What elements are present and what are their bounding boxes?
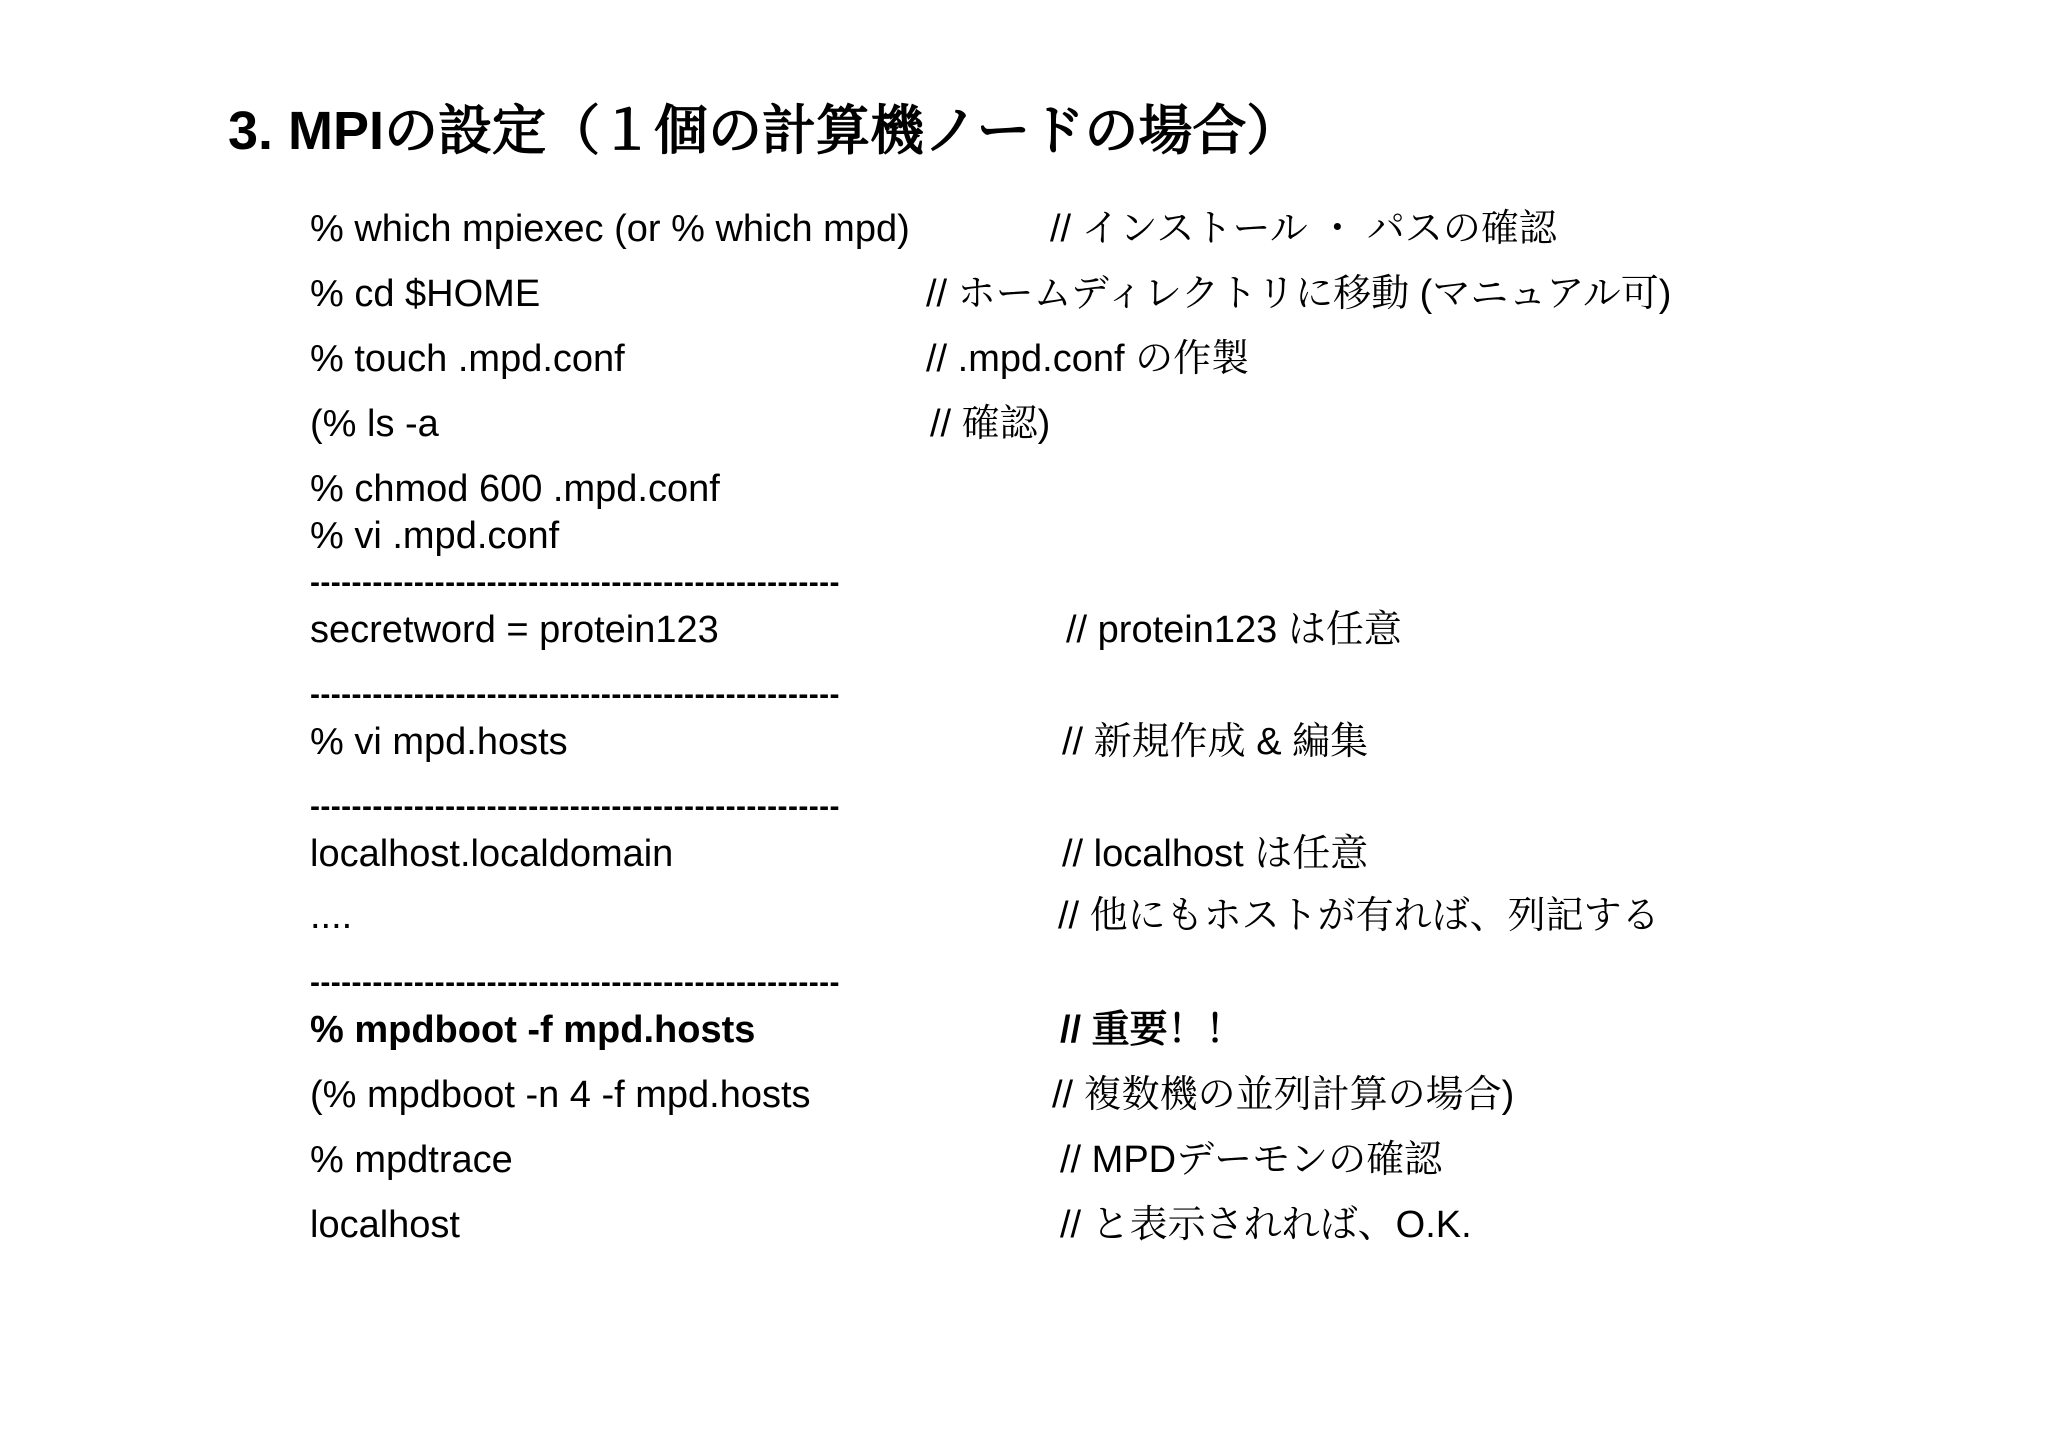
command-mpdboot: % mpdboot -f mpd.hosts xyxy=(310,1009,756,1051)
comment-multi-machine: // 複数機の並列計算の場合) xyxy=(1052,1074,1515,1116)
comment-ok: // と表示されれば、O.K. xyxy=(1060,1204,1472,1246)
hosts-entry-ellipsis: .... xyxy=(310,895,353,937)
separator-line: --------------------------------------------------- xyxy=(310,566,840,599)
comment-confirm: // 確認) xyxy=(930,403,1051,445)
slide-title: 3. MPIの設定（１個の計算機ノードの場合） xyxy=(228,101,1301,161)
comment-mpd-daemon-check: // MPDデーモンの確認 xyxy=(1060,1139,1443,1181)
command-mpdboot-n4: (% mpdboot -n 4 -f mpd.hosts xyxy=(310,1074,811,1116)
command-cd-home: % cd $HOME xyxy=(310,273,541,315)
command-mpdtrace: % mpdtrace xyxy=(310,1139,513,1181)
separator-line: --------------------------------------------------- xyxy=(310,966,840,999)
comment-new-edit: // 新規作成 & 編集 xyxy=(1062,721,1369,763)
comment-install-path: // インストール ・ パスの確認 xyxy=(1050,208,1557,250)
comment-list-other-hosts: // 他にもホストが有れば、列記する xyxy=(1058,895,1660,937)
command-touch-mpd-conf: % touch .mpd.conf xyxy=(310,338,625,380)
command-which-mpiexec: % which mpiexec (or % which mpd) xyxy=(310,208,910,250)
output-localhost: localhost xyxy=(310,1204,460,1246)
comment-move-home: // ホームディレクトリに移動 (マニュアル可) xyxy=(926,273,1672,315)
config-secretword: secretword = protein123 xyxy=(310,609,719,651)
command-vi-mpd-conf: % vi .mpd.conf xyxy=(310,515,560,557)
command-chmod: % chmod 600 .mpd.conf xyxy=(310,468,720,510)
command-vi-mpd-hosts: % vi mpd.hosts xyxy=(310,721,568,763)
comment-create-mpd-conf: // .mpd.conf の作製 xyxy=(926,338,1250,380)
comment-localhost-arbitrary: // localhost は任意 xyxy=(1062,833,1369,875)
command-ls-a: (% ls -a xyxy=(310,403,439,445)
comment-secretword-arbitrary: // protein123 は任意 xyxy=(1066,609,1402,651)
separator-line: --------------------------------------------------- xyxy=(310,678,840,711)
hosts-entry-localhost: localhost.localdomain xyxy=(310,833,674,875)
separator-line: --------------------------------------------------- xyxy=(310,790,840,823)
comment-important: // 重要！！ xyxy=(1060,1009,1244,1051)
